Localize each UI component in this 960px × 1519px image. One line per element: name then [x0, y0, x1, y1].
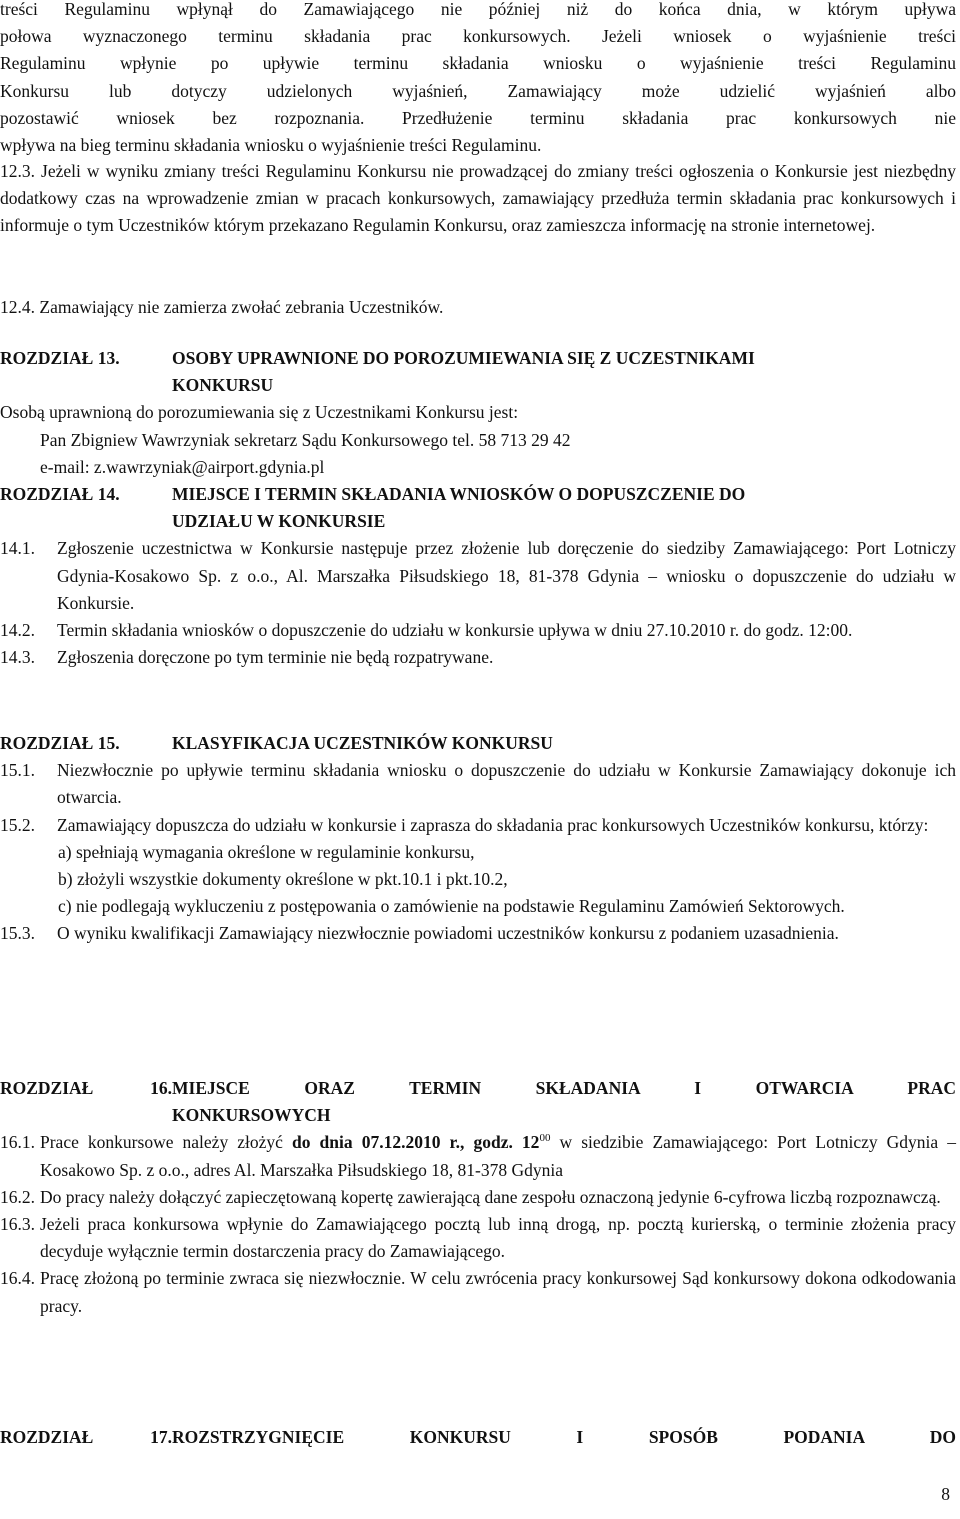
item-number: 14.3. [0, 647, 35, 668]
chapter-16 [0, 1075, 956, 1320]
paragraph-12-4 [0, 294, 956, 321]
item-number: 14.1. [0, 538, 35, 559]
item-text-post: w siedzibie Zamawiającego: Port Lotniczy Gdynia – Kosakowo Sp. z o.o., adres Al. Marszałka Piłsudskiego 18, 81-378 Gdynia [40, 1132, 956, 1180]
list-item [0, 757, 956, 811]
item-number: 15.1. [0, 760, 35, 781]
deadline-minutes: 00 [539, 1132, 551, 1145]
text-line: wpływa na bieg terminu składania wniosku o wyjaśnienie treści Regulaminu. [0, 135, 542, 156]
chapter-heading [0, 345, 956, 372]
item-text: Zgłoszenia doręczone po tym terminie nie będą rozpatrywane. [57, 647, 494, 668]
text-line: połowa wyznaczonego terminu składania prac konkursowych. Jeżeli wniosek o wyjaśnienie treści [0, 26, 956, 47]
chapter-label: ROZDZIAŁ 17. [0, 1427, 172, 1447]
chapter-13 [0, 345, 956, 481]
item-number: 14.2. [0, 620, 35, 641]
item-number: 16.1. [0, 1132, 35, 1153]
chapter-title-continued: UDZIAŁU W KONKURSIE [172, 511, 386, 532]
chapter-heading [0, 730, 956, 757]
list-item [0, 1265, 956, 1319]
page-number: 8 [941, 1484, 950, 1504]
list-item [0, 535, 956, 617]
item-number: 16.2. [0, 1186, 35, 1207]
chapter-title-continued: KONKURSU [172, 375, 274, 396]
chapter-title: ROZSTRZYGNIĘCIE KONKURSU I SPOSÓB PODANIA DO [172, 1427, 956, 1447]
text-line: Regulaminu wpłynie po upływie terminu składania wniosku o wyjaśnienie treści Regulaminu [0, 53, 956, 74]
list-item [0, 644, 956, 671]
chapter-title: MIEJSCE I TERMIN SKŁADANIA WNIOSKÓW O DOPUSZCZENIE DO [172, 484, 746, 504]
list-item [0, 812, 956, 839]
contact-email: e-mail: z.wawrzyniak@airport.gdynia.pl [40, 456, 325, 477]
chapter-heading [0, 1075, 956, 1102]
item-number: 15.3. [0, 923, 35, 944]
chapter-14 [0, 481, 956, 671]
deadline-bold: do dnia 07.12.2010 r., godz. 12 [292, 1132, 540, 1153]
list-item [0, 1129, 956, 1183]
paragraph-12-2-continuation [0, 0, 956, 159]
item-text: Jeżeli praca konkursowa wpłynie do Zamawiającego pocztą lub inną drogą, np. pocztą kurierską, o terminie złożenia pracy decyduje wyłącznie termin dostarczenia pracy do Zamawiającego. [40, 1214, 956, 1262]
item-number: 15.2. [0, 814, 35, 835]
chapter-17 [0, 1424, 956, 1451]
chapter-title-continued: KONKURSOWYCH [172, 1105, 331, 1126]
paragraph-12-3 [0, 158, 956, 240]
list-item [0, 1184, 956, 1211]
sub-item-c: c) nie podlegają wykluczeniu z postępowania o zamówienie na podstawie Regulaminu Zamówień Sektorowych. [58, 896, 845, 917]
list-item [0, 920, 956, 947]
chapter-heading [0, 481, 956, 508]
chapter-title: MIEJSCE ORAZ TERMIN SKŁADANIA I OTWARCIA PRAC [172, 1078, 956, 1098]
item-text: Pracę złożoną po terminie zwraca się niezwłocznie. W celu zwrócenia pracy konkursowej Sąd konkursowy dokona odkodowania pracy. [40, 1268, 956, 1316]
item-number: 16.3. [0, 1214, 35, 1235]
text-line: pozostawić wniosek bez rozpoznania. Przedłużenie terminu składania prac konkursowych nie [0, 107, 956, 128]
paragraph-text: 12.3. Jeżeli w wyniku zmiany treści Regulaminu Konkursu nie prowadzącej do zmiany treści ogłoszenia o Konkursie jest niezbędny dodatkowy czas na wprowadzenie zmian w pracach konkursowych, zamawiający przedłuża termin składania prac konkursowych i informuje o tym Uczestników którym przekazano Regulamin Konkursu, oraz zamieszcza informację na stronie internetowej. [0, 161, 956, 236]
contact-intro: Osobą uprawnioną do porozumiewania się z Uczestnikami Konkursu jest: [0, 402, 519, 423]
chapter-label: ROZDZIAŁ 14. [0, 484, 120, 504]
chapter-label: ROZDZIAŁ 15. [0, 733, 120, 753]
item-text: Zamawiający dopuszcza do udziału w konkursie i zaprasza do składania prac konkursowych Uczestników konkursu, którzy: [57, 814, 929, 835]
text-line: Konkursu lub dotyczy udzielonych wyjaśnień, Zamawiający może udzielić wyjaśnień albo [0, 80, 956, 101]
paragraph-text: 12.4. Zamawiający nie zamierza zwołać zebrania Uczestników. [0, 297, 444, 317]
text-line: treści Regulaminu wpłynął do Zamawiającego nie później niż do końca dnia, w którym upływa [0, 0, 956, 19]
chapter-label: ROZDZIAŁ 13. [0, 348, 120, 368]
contact-person: Pan Zbigniew Wawrzyniak sekretarz Sądu Konkursowego tel. 58 713 29 42 [40, 429, 571, 450]
item-text: Zgłoszenie uczestnictwa w Konkursie następuje przez złożenie lub doręczenie do siedziby Zamawiającego: Port Lotniczy Gdynia-Kosakowo Sp. z o.o., Al. Marszałka Piłsudskiego 18, 81-378 Gdynia – wniosku o dopuszczenie do udziału w Konkursie. [57, 538, 956, 613]
item-text: Do pracy należy dołączyć zapieczętowaną kopertę zawierającą dane zespołu oznaczoną jedynie 6-cyfrowa liczbą rozpoznawczą. [40, 1186, 941, 1207]
chapter-label: ROZDZIAŁ 16. [0, 1078, 172, 1098]
item-text: O wyniku kwalifikacji Zamawiający niezwłocznie powiadomi uczestników konkursu z podaniem uzasadnienia. [57, 923, 839, 944]
item-text: Niezwłocznie po upływie terminu składania wniosku o dopuszczenie do udziału w Konkursie Zamawiający dokonuje ich otwarcia. [57, 760, 956, 808]
list-item [0, 1211, 956, 1265]
chapter-heading [0, 1424, 956, 1451]
item-text-pre: Prace konkursowe należy złożyć [40, 1132, 292, 1153]
chapter-title: KLASYFIKACJA UCZESTNIKÓW KONKURSU [172, 733, 553, 753]
sub-item-a: a) spełniają wymagania określone w regulaminie konkursu, [58, 841, 475, 862]
sub-item-b: b) złożyli wszystkie dokumenty określone w pkt.10.1 i pkt.10.2, [58, 869, 508, 890]
chapter-15 [0, 730, 956, 948]
chapter-title: OSOBY UPRAWNIONE DO POROZUMIEWANIA SIĘ Z UCZESTNIKAMI [172, 348, 755, 368]
list-item [0, 617, 956, 644]
item-text [40, 1129, 956, 1183]
item-text: Termin składania wniosków o dopuszczenie do udziału w konkursie upływa w dniu 27.10.2010 r. do godz. 12:00. [57, 620, 853, 641]
item-number: 16.4. [0, 1268, 35, 1289]
